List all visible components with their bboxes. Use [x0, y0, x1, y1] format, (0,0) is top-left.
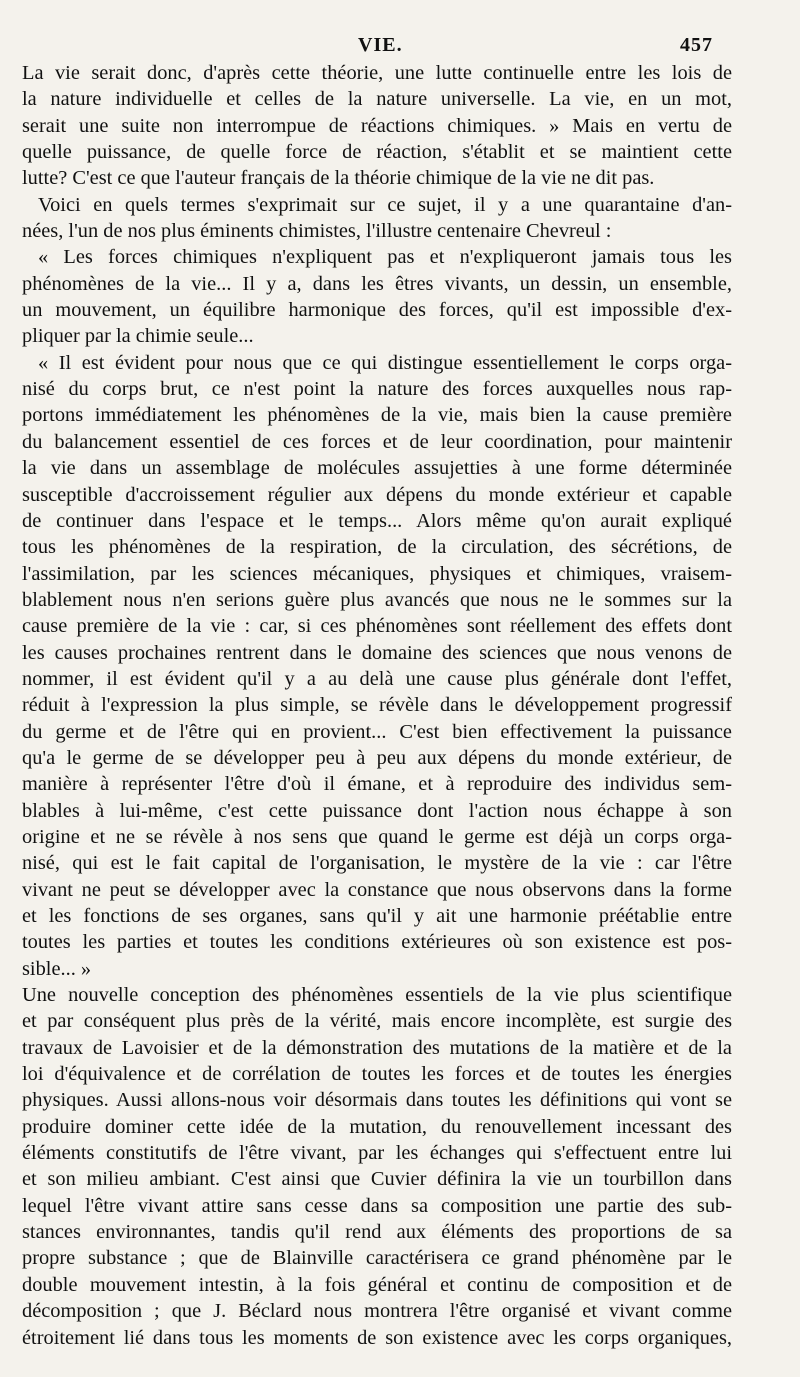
text-line: serait une suite non interrompue de réactions chimiques. » Mais en vertu de — [22, 114, 732, 137]
text-line: physiques. Aussi allons-nous voir désormais dans toutes les définitions qui vont se — [22, 1089, 732, 1112]
text-line: toutes les parties et toutes les conditions extérieures où son existence est pos- — [22, 931, 732, 954]
text-line: « Il est évident pour nous que ce qui distingue essentiellement le corps orga- — [38, 351, 732, 374]
text-line: blables à lui-même, c'est cette puissance dont l'action nous échappe à son — [22, 799, 732, 822]
text-line: les causes prochaines rentrent dans le domaine des sciences que nous venons de — [22, 641, 732, 664]
text-line: Voici en quels termes s'exprimait sur ce sujet, il y a une quarantaine d'an- — [38, 193, 732, 216]
text-line: la nature individuelle et celles de la nature universelle. La vie, en un mot, — [22, 88, 732, 111]
text-line: propre substance ; que de Blainville caractérisera ce grand phénomène par le — [22, 1247, 732, 1270]
text-line: et les fonctions de ses organes, sans qu'il y ait une harmonie préétablie entre — [22, 905, 732, 927]
text-line: « Les forces chimiques n'expliquent pas et n'expliqueront jamais tous les — [38, 246, 732, 269]
text-line: réduit à l'expression la plus simple, se révèle dans le développement progressif — [22, 694, 732, 717]
text-line: vivant ne peut se développer avec la constance que nous observons dans la forme — [22, 878, 732, 901]
running-header — [0, 34, 800, 58]
text-line: nées, l'un de nos plus éminents chimistes, l'illustre centenaire Chevreul : — [22, 220, 612, 243]
text-line: loi d'équivalence et de corrélation de toutes les forces et de toutes les énergies — [22, 1063, 732, 1086]
text-line: décomposition ; que J. Béclard nous montrera l'être organisé et vivant comme — [22, 1300, 732, 1323]
text-line: cause première de la vie : car, si ces phénomènes sont réellement des effets dont — [22, 615, 732, 638]
text-line: nisé du corps brut, ce n'est point la nature des forces auxquelles nous rap- — [22, 378, 732, 401]
text-line: et par conséquent plus près de la vérité, mais encore incomplète, est surgie des — [22, 1010, 732, 1033]
text-line: lutte? C'est ce que l'auteur français de la théorie chimique de la vie ne dit pas. — [22, 167, 655, 190]
text-line: la vie dans un assemblage de molécules assujetties à une forme déterminée — [22, 457, 732, 480]
text-line: étroitement lié dans tous les moments de son existence avec les corps organiques, — [22, 1326, 732, 1349]
text-line: du balancement essentiel de ces forces et de leur coordination, pour maintenir — [22, 430, 732, 453]
text-line: travaux de Lavoisier et de la démonstration des mutations de la matière et de la — [22, 1036, 732, 1059]
text-line: quelle puissance, de quelle force de réaction, s'établit et se maintient cette — [22, 141, 732, 164]
text-line: sible... » — [22, 957, 92, 980]
text-line: lequel l'être vivant attire sans cesse dans sa composition une partie des sub- — [22, 1194, 732, 1217]
text-line: tous les phénomènes de la respiration, de la circulation, des sécrétions, de — [22, 536, 732, 559]
text-line: de continuer dans l'espace et le temps... Alors même qu'on aurait expliqué — [22, 509, 732, 532]
text-line: produire dominer cette idée de la mutation, du renouvellement incessant des — [22, 1115, 732, 1138]
running-title: VIE. — [358, 34, 403, 56]
text-line: pliquer par la chimie seule... — [22, 325, 254, 348]
text-line: portons immédiatement les phénomènes de la vie, mais bien la cause première — [22, 404, 732, 427]
text-line — [22, 1351, 732, 1377]
text-line: susceptible d'accroissement régulier aux dépens du monde extérieur et capable — [22, 483, 732, 506]
page-number: 457 — [680, 34, 713, 56]
text-line: phénomènes de la vie... Il y a, dans les êtres vivants, un dessin, un ensemble, — [22, 272, 732, 295]
body-text — [22, 60, 732, 1377]
text-line: l'assimilation, par les sciences mécaniques, physiques et chimiques, vraisem- — [22, 562, 732, 585]
text-line: double mouvement intestin, à la fois général et continu de composition et de — [22, 1273, 732, 1296]
text-line: nommer, il est évident qu'il y a au delà une cause plus générale dont l'effet, — [22, 667, 732, 690]
text-line: qu'a le germe de se développer peu à peu aux dépens du monde extérieur, de — [22, 746, 732, 769]
text-line: La vie serait donc, d'après cette théorie, une lutte continuelle entre les lois de — [22, 62, 732, 84]
text-line: origine et ne se révèle à nos sens que quand le germe est déjà un corps orga- — [22, 825, 732, 848]
text-line: Une nouvelle conception des phénomènes essentiels de la vie plus scientifique — [22, 984, 732, 1007]
text-line: du germe et de l'être qui en provient... C'est bien effectivement la puissance — [22, 720, 732, 743]
text-line: éléments constitutifs de l'être vivant, par les échanges qui s'effectuent entre lui — [22, 1142, 732, 1165]
text-line: et son milieu ambiant. C'est ainsi que Cuvier définira la vie un tourbillon dans — [22, 1168, 732, 1191]
text-line: un mouvement, un équilibre harmonique des forces, qu'il est impossible d'ex- — [22, 299, 732, 322]
text-line: nisé, qui est le fait capital de l'organisation, le mystère de la vie : car l'être — [22, 852, 732, 875]
text-line: manière à représenter l'être d'où il émane, et à reproduire des individus sem- — [22, 773, 732, 796]
text-line: blablement nous n'en serions guère plus avancés que nous ne le sommes sur la — [22, 588, 732, 611]
text-line: stances environnantes, tandis qu'il rend aux éléments des proportions de sa — [22, 1221, 732, 1244]
